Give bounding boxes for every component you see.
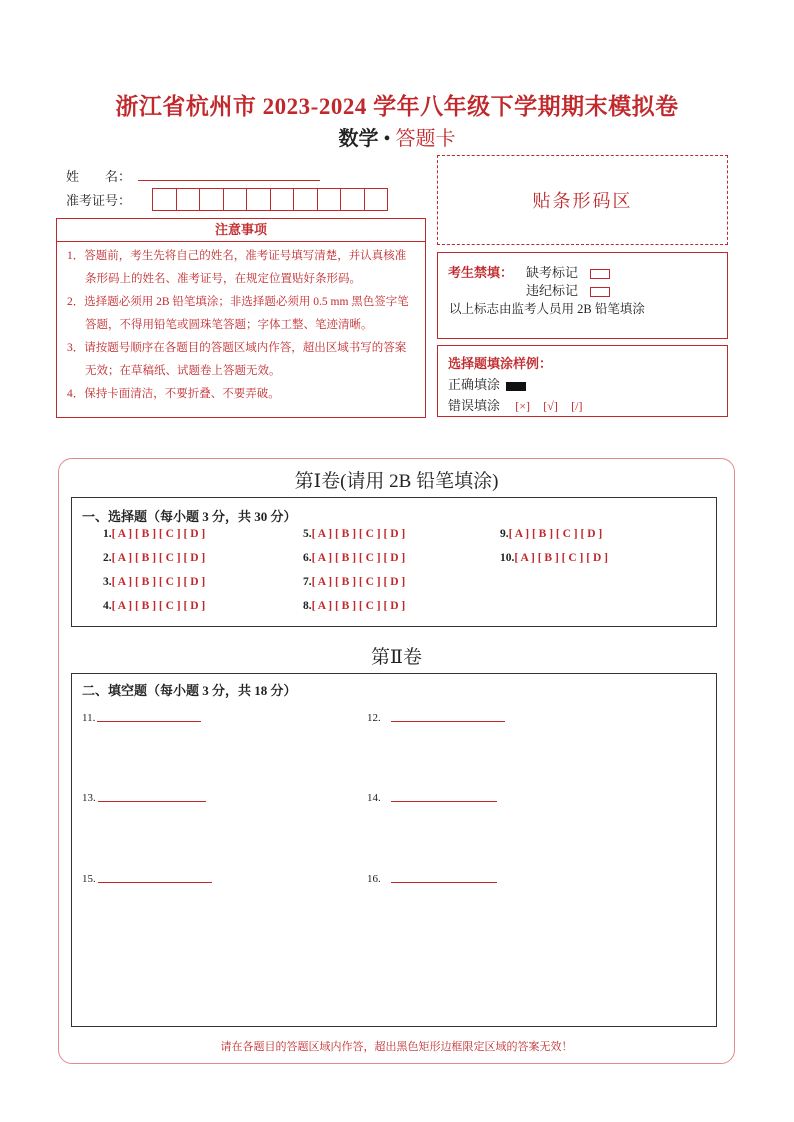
answer-line[interactable] — [98, 801, 206, 802]
barcode-label: 贴条形码区 — [532, 191, 633, 211]
question-number: 4. — [103, 600, 112, 612]
answer-options[interactable]: [ A ] [ B ] [ C ] [ D ] — [111, 576, 206, 588]
note-item: 1．答题前，考生先将自己的姓名，准考证号填写清楚，并认真核准条形码上的姓名、准考证号，在规定位置贴好条形码。 — [67, 250, 407, 285]
wrong-mark-slash: [/] — [571, 399, 583, 413]
violation-mark-label: 违纪标记 — [526, 283, 579, 298]
examiner-note: 以上标志由监考人员用 2B 铅笔填涂 — [449, 302, 645, 316]
part2-title: 第Ⅱ卷 — [371, 647, 422, 668]
id-cell[interactable] — [199, 188, 224, 211]
question-number: 10. — [500, 552, 515, 564]
filled-mark-icon — [506, 382, 526, 391]
barcode-area — [437, 155, 728, 245]
mc-section-title: 一、选择题（每小题 3 分，共 30 分） — [82, 509, 297, 524]
answer-options[interactable]: [ A ] [ B ] [ C ] [ D ] — [311, 600, 406, 612]
absent-mark-box[interactable] — [590, 269, 610, 279]
blank-question-14[interactable] — [367, 792, 497, 804]
mc-question-5[interactable] — [303, 528, 405, 540]
id-cell[interactable] — [340, 188, 365, 211]
answer-options[interactable]: [ A ] [ B ] [ C ] [ D ] — [111, 528, 206, 540]
blank-question-11[interactable] — [82, 712, 201, 724]
answer-options[interactable]: [ A ] [ B ] [ C ] [ D ] — [514, 552, 608, 564]
mc-question-1[interactable] — [103, 528, 205, 540]
question-number: 13. — [82, 792, 96, 804]
id-cell[interactable] — [270, 188, 295, 211]
mc-question-2[interactable] — [103, 552, 205, 564]
card-label: 答题卡 — [395, 128, 456, 150]
mc-question-3[interactable] — [103, 576, 205, 588]
note-item: 3．请按题号顺序在各题目的答题区域内作答，超出区域书写的答案无效；在草稿纸、试题卷上答题无效。 — [67, 342, 407, 377]
mc-question-4[interactable] — [103, 600, 205, 612]
answer-options[interactable]: [ A ] [ B ] [ C ] [ D ] — [311, 528, 406, 540]
id-cell[interactable] — [223, 188, 248, 211]
answer-line[interactable] — [97, 721, 201, 722]
page-subtitle — [0, 122, 794, 151]
id-cell[interactable] — [364, 188, 389, 211]
blank-question-16[interactable] — [367, 873, 497, 885]
fill-sample-box — [437, 345, 728, 417]
question-number: 6. — [303, 552, 312, 564]
notes-title: 注意事项 — [56, 218, 426, 242]
question-number: 11. — [82, 712, 96, 724]
mc-question-8[interactable] — [303, 600, 405, 612]
wrong-mark-check: [√] — [543, 399, 558, 413]
answer-line[interactable] — [391, 721, 505, 722]
violation-mark-box[interactable] — [590, 287, 610, 297]
question-number: 1. — [103, 528, 112, 540]
examiner-only-box — [437, 252, 728, 339]
question-number: 16. — [367, 873, 381, 885]
wrong-mark-cross: [×] — [515, 399, 531, 413]
violation-mark-row — [526, 280, 610, 299]
question-number: 14. — [367, 792, 381, 804]
answer-line[interactable] — [98, 882, 212, 883]
id-cell[interactable] — [176, 188, 201, 211]
fill-section-title: 二、填空题（每小题 3 分，共 18 分） — [82, 683, 297, 698]
note-item: 2．选择题必须用 2B 铅笔填涂；非选择题必须用 0.5 mm 黑色签字笔答题，不得用铅笔或圆珠笔答题；字体工整、笔迹清晰。 — [67, 296, 409, 331]
notes-panel — [56, 242, 426, 418]
mc-question-9[interactable] — [500, 528, 602, 540]
blank-question-15[interactable] — [82, 873, 212, 885]
wrong-fill-row — [448, 395, 582, 414]
answer-line[interactable] — [391, 801, 497, 802]
blank-question-12[interactable] — [367, 712, 505, 724]
mc-question-10[interactable] — [500, 552, 608, 564]
answer-line[interactable] — [391, 882, 497, 883]
name-field[interactable] — [138, 180, 320, 181]
id-number-boxes[interactable] — [152, 188, 387, 211]
id-label: 准考证号： — [66, 193, 132, 208]
mc-question-7[interactable] — [303, 576, 405, 588]
question-number: 8. — [303, 600, 312, 612]
footer-warning: 请在各题目的答题区域内作答，超出黑色矩形边框限定区域的答案无效！ — [220, 1041, 573, 1053]
part1-title: 第Ⅰ卷(请用 2B 铅笔填涂) — [294, 471, 499, 492]
question-number: 3. — [103, 576, 112, 588]
question-number: 2. — [103, 552, 112, 564]
fill-in-blank-box — [71, 673, 717, 1027]
question-number: 5. — [303, 528, 312, 540]
blank-question-13[interactable] — [82, 792, 206, 804]
page-title: 浙江省杭州市 2023-2024 学年八年级下学期期末模拟卷 — [115, 94, 679, 119]
question-number: 7. — [303, 576, 312, 588]
question-number: 9. — [500, 528, 509, 540]
mc-question-6[interactable] — [303, 552, 405, 564]
fill-sample-title: 选择题填涂样例： — [448, 356, 553, 371]
answer-options[interactable]: [ A ] [ B ] [ C ] [ D ] — [311, 552, 406, 564]
absent-mark-label: 缺考标记 — [526, 265, 579, 280]
name-label: 姓 名： — [66, 169, 132, 184]
absent-mark-row — [526, 262, 610, 281]
id-cell[interactable] — [246, 188, 271, 211]
wrong-fill-label: 错误填涂 — [448, 398, 501, 413]
question-number: 12. — [367, 712, 381, 724]
id-cell[interactable] — [317, 188, 342, 211]
question-number: 15. — [82, 873, 96, 885]
id-cell[interactable] — [293, 188, 318, 211]
subject-label: 数学 — [338, 128, 379, 150]
answer-options[interactable]: [ A ] [ B ] [ C ] [ D ] — [508, 528, 603, 540]
answer-options[interactable]: [ A ] [ B ] [ C ] [ D ] — [111, 600, 206, 612]
note-item: 4．保持卡面清洁，不要折叠、不要弄破。 — [67, 388, 280, 400]
correct-fill-row — [448, 374, 526, 393]
answer-options[interactable]: [ A ] [ B ] [ C ] [ D ] — [111, 552, 206, 564]
multiple-choice-box — [71, 497, 717, 627]
separator: • — [383, 128, 391, 150]
id-cell[interactable] — [152, 188, 177, 211]
answer-options[interactable]: [ A ] [ B ] [ C ] [ D ] — [311, 576, 406, 588]
correct-fill-label: 正确填涂 — [448, 377, 501, 392]
examiner-only-title: 考生禁填： — [448, 265, 514, 280]
